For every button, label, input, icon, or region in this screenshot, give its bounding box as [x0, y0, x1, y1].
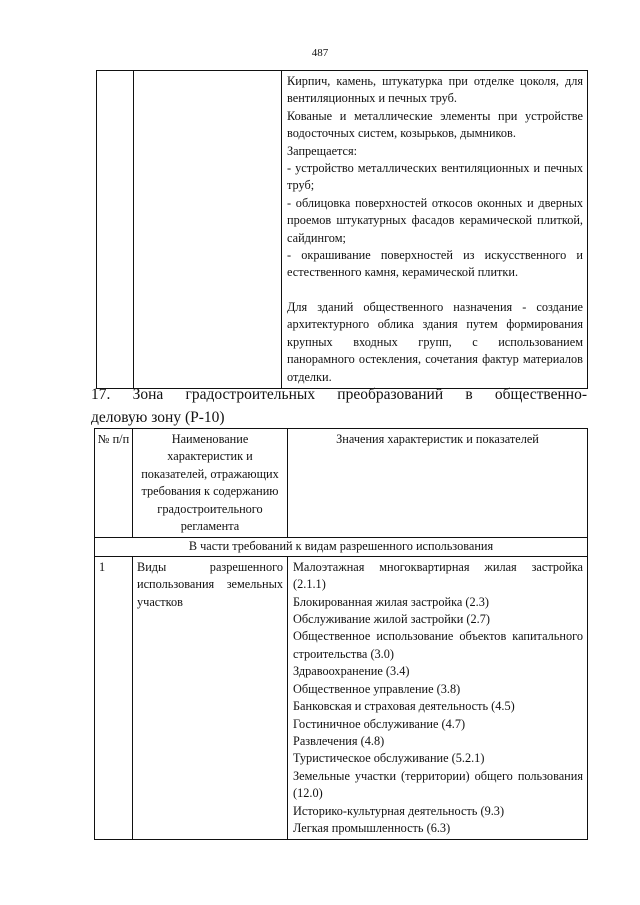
- list-item: Общественное использование объектов капитального строительства (3.0): [293, 629, 583, 661]
- continued-table: [96, 70, 588, 389]
- table-row: [95, 556, 588, 840]
- row-number: 1: [95, 556, 133, 840]
- list-item: Туристическое обслуживание (5.2.1): [293, 751, 485, 766]
- permitted-use-list: [293, 559, 583, 838]
- list-item: Малоэтажная многоквартирная жилая застройка (2.1.1): [293, 559, 583, 592]
- requirement-paragraph: - устройство металлических вентиляционных и печных труб;: [287, 161, 583, 193]
- row-values: [288, 556, 588, 840]
- requirement-paragraph: Кирпич, камень, штукатурка при отделке цоколя, для вентиляционных и печных труб.: [287, 74, 583, 106]
- requirement-paragraph: Для зданий общественного назначения - создание архитектурного облика здания путем формирования крупных входных групп, с использованием панорамного остекления, сочетания фактур материалов отделки.: [287, 299, 583, 384]
- header-name: Наименование характеристик и показателей, отражающих требования к содержанию градостроительного регламента: [133, 429, 288, 538]
- section-heading-line1: 17. Зона градостроительных преобразований в общественно-: [91, 386, 587, 403]
- empty-name-cell: [134, 71, 282, 389]
- section-row-title: В части требований к видам разрешенного использования: [95, 538, 588, 556]
- list-item: Общественное управление (3.8): [293, 681, 461, 696]
- header-number: № п/п: [95, 429, 133, 538]
- list-item: Гостиничное обслуживание (4.7): [293, 716, 466, 731]
- zone-regulation-table: [94, 428, 588, 840]
- list-item: Банковская и страховая деятельность (4.5): [293, 699, 515, 714]
- list-item: Легкая промышленность (6.3): [293, 820, 451, 835]
- requirement-paragraph: - окрашивание поверхностей из искусственного и естественного камня, керамической плитки.: [287, 248, 583, 280]
- header-values: Значения характеристик и показателей: [288, 429, 588, 538]
- empty-number-cell: [97, 71, 134, 389]
- list-item: Развлечения (4.8): [293, 733, 385, 748]
- list-item: Историко-культурная деятельность (9.3): [293, 803, 505, 818]
- requirement-paragraph: Кованые и металлические элементы при устройстве водосточных систем, козырьков, дымников.: [287, 108, 583, 141]
- section-row: [95, 538, 588, 556]
- paragraph-gap: [287, 282, 583, 299]
- section-heading-line2: деловую зону (Р-10): [91, 409, 225, 426]
- requirements-cell: [282, 71, 588, 389]
- list-item: Обслуживание жилой застройки (2.7): [293, 612, 490, 627]
- list-item: Блокированная жилая застройка (2.3): [293, 594, 489, 609]
- list-item: Здравоохранение (3.4): [293, 664, 410, 679]
- header-row: [95, 429, 588, 538]
- requirements-text: [287, 73, 583, 386]
- requirement-paragraph: - облицовка поверхностей откосов оконных и дверных проемов штукатурных фасадов керамической плиткой, сайдингом;: [287, 195, 583, 245]
- row-name: Виды разрешенного использования земельных участков: [133, 556, 288, 840]
- list-item: Земельные участки (территории) общего пользования (12.0): [293, 768, 583, 801]
- table-row: [97, 71, 588, 389]
- page-number: 487: [311, 47, 329, 59]
- requirement-paragraph: Запрещается:: [287, 143, 358, 158]
